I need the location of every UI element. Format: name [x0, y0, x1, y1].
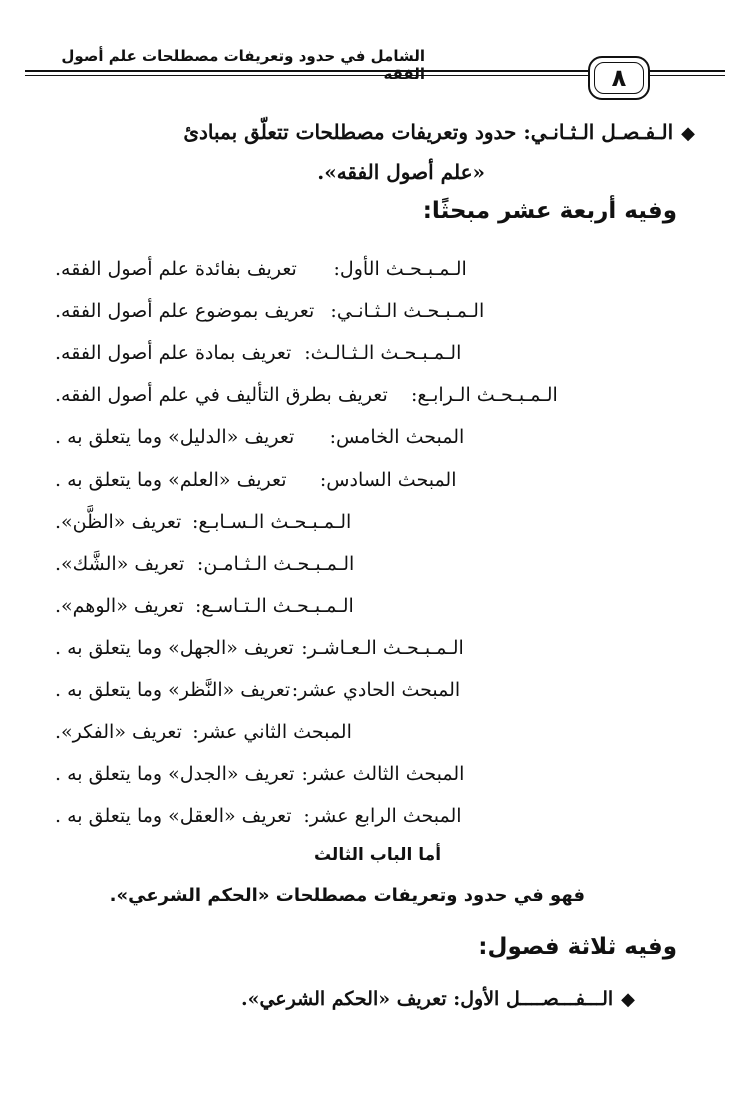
- section-name: الـمـبـحـث الـثـانـي:: [330, 300, 485, 323]
- list-item: [55, 290, 635, 332]
- list-item: [55, 669, 635, 711]
- section-name: الـمـبـحـث الـتـاسـع:: [195, 594, 354, 617]
- section-desc: تعريف «الجهل» وما يتعلق به .: [55, 636, 294, 659]
- list-item: [55, 501, 635, 543]
- chapter-2-title-cont: «علم أصول الفقه».: [317, 160, 485, 184]
- section-name: المبحث الثالث عشر:: [301, 763, 465, 786]
- section-name: الـمـبـحـث الـعـاشـر:: [301, 636, 464, 659]
- section-name: المبحث الرابع عشر:: [303, 805, 462, 828]
- section-name: المبحث الخامس:: [329, 426, 465, 449]
- section-name: الـمـبـحـث الـثـامـن:: [196, 552, 355, 575]
- diamond-bullet-icon: ◆: [681, 123, 695, 144]
- section-desc: تعريف «العلم» وما يتعلق به .: [55, 468, 287, 491]
- section-desc: تعريف «النَّظر» وما يتعلق به .: [55, 678, 291, 701]
- chapter-2-title: الـفـصـل الـثـانـي: حدود وتعريفات مصطلحات تتعلّق بمبادئ: [183, 120, 674, 144]
- book-title: الشامل في حدود وتعريفات مصطلحات علم أصول الفقه: [61, 47, 425, 83]
- list-item: [55, 458, 635, 500]
- chapter-3-1-title: الـــفـــصــــل الأول: تعريف «الحكم الشرعي».: [240, 988, 614, 1010]
- chapter-2-heading: [35, 120, 695, 144]
- section-name: المبحث الحادي عشر:: [291, 678, 461, 701]
- list-item: [55, 248, 635, 290]
- section-desc: تعريف «العقل» وما يتعلق به .: [55, 805, 292, 828]
- list-item: [55, 753, 635, 795]
- list-item: [55, 374, 635, 416]
- part-3-heading: أما الباب الثالث: [313, 845, 442, 865]
- diamond-bullet-icon: ◆: [621, 989, 635, 1010]
- list-item: [55, 416, 635, 458]
- sections-list: [55, 248, 635, 837]
- section-name: الـمـبـحـث الـثـالـث:: [304, 342, 462, 365]
- section-desc: تعريف «الظَّن».: [55, 510, 182, 533]
- section-desc: تعريف بفائدة علم أصول الفقه.: [55, 258, 297, 281]
- list-item: [55, 543, 635, 585]
- section-name: الـمـبـحـث الـسـابـع:: [192, 510, 352, 533]
- section-name: المبحث الثاني عشر:: [192, 721, 352, 744]
- list-item: [55, 627, 635, 669]
- list-item: [55, 585, 635, 627]
- page-number: ٨: [588, 56, 650, 100]
- section-desc: تعريف «الوهم».: [55, 594, 184, 617]
- section-name: الـمـبـحـث الـرابـع:: [410, 384, 558, 407]
- sections-intro: وفيه أربعة عشر مبحثًا:: [422, 198, 677, 224]
- section-desc: تعريف «الفكر».: [55, 721, 182, 744]
- part-3-subtitle: فهو في حدود وتعريفات مصطلحات «الحكم الشرعي».: [109, 885, 585, 906]
- chapters-intro: وفيه ثلاثة فصول:: [478, 934, 677, 960]
- list-item: [55, 332, 635, 374]
- section-name: الـمـبـحـث الأول:: [333, 258, 467, 281]
- section-desc: تعريف «الدليل» وما يتعلق به .: [55, 426, 295, 449]
- section-desc: تعريف بموضوع علم أصول الفقه.: [55, 300, 315, 323]
- section-desc: تعريف بطرق التأليف في علم أصول الفقه.: [55, 384, 388, 407]
- section-desc: تعريف بمادة علم أصول الفقه.: [55, 342, 292, 365]
- list-item: [55, 711, 635, 753]
- section-desc: تعريف «الجدل» وما يتعلق به .: [55, 763, 295, 786]
- section-name: المبحث السادس:: [319, 468, 457, 491]
- chapter-3-1-heading: [241, 988, 635, 1010]
- section-desc: تعريف «الشَّك».: [55, 552, 185, 575]
- list-item: [55, 795, 635, 837]
